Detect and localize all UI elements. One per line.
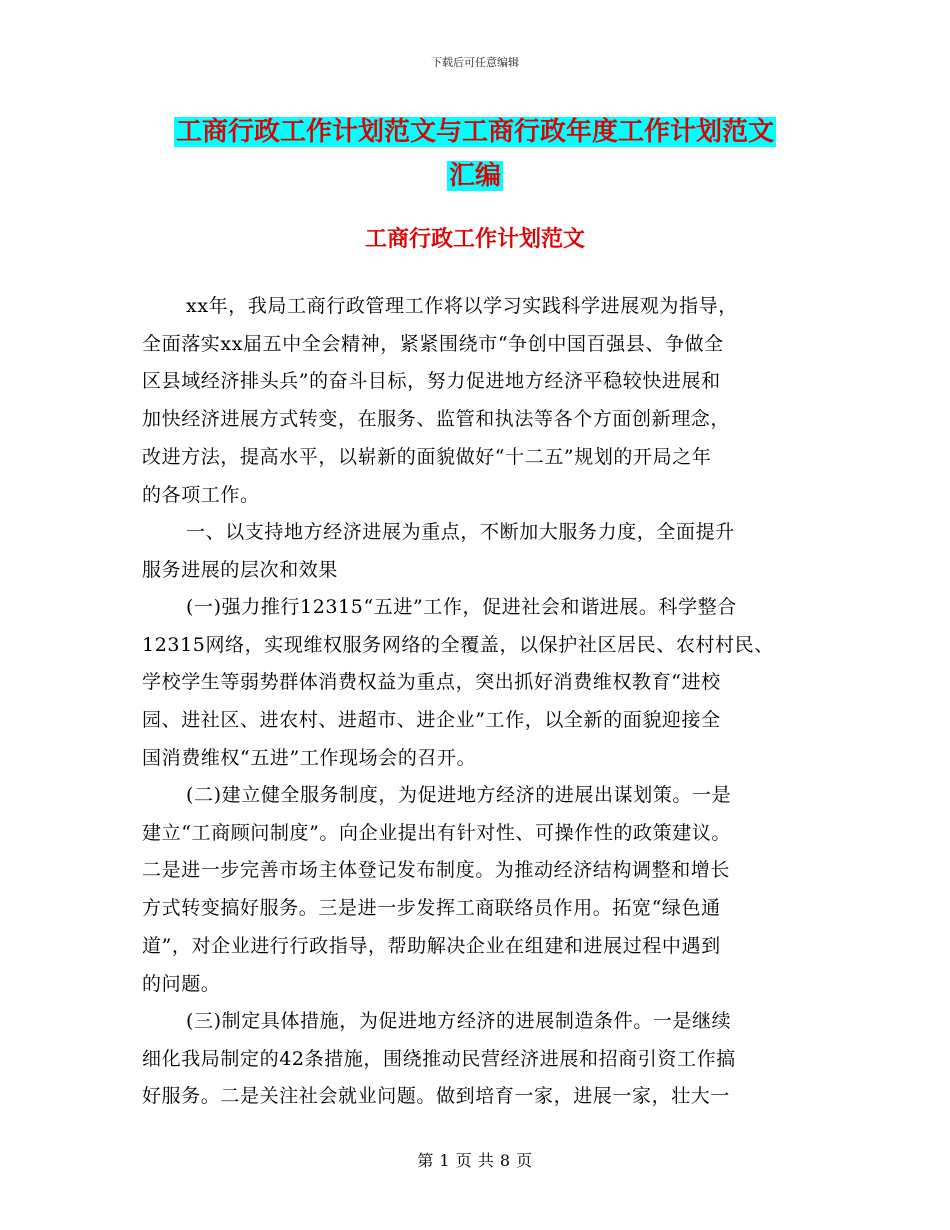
header-note: 下载后可任意编辑 (431, 56, 519, 69)
text-line: 细化我局制定的42条措施，围绕推动民营经济进展和招商引资工作搞 (142, 1047, 736, 1070)
text-line: 二是进一步完善市场主体登记发布制度。为推动经济结构调整和增长 (142, 859, 731, 882)
text-line: 12315网络，实现维权服务网络的全覆盖，以保护社区居民、农村村民、 (142, 633, 774, 656)
paragraph-item-three (142, 1003, 832, 1116)
text-line: 区县域经济排头兵”的奋斗目标，努力促进地方经济平稳较快进展和 (142, 370, 721, 393)
text-line: 国消费维权“五进”工作现场会的召开。 (142, 746, 477, 769)
paragraph-section-one (142, 514, 832, 589)
text-line: 学校学生等弱势群体消费权益为重点，突出抓好消费维权教育“进校 (142, 671, 721, 694)
text-line: 全面落实xx届五中全会精神，紧紧围绕市“争创中国百强县、争做全 (142, 332, 724, 355)
title-line-1: 工商行政工作计划范文与工商行政年度工作计划范文 (175, 117, 774, 147)
text-line: xx年，我局工商行政管理工作将以学习实践科学进展观为指导， (186, 295, 738, 317)
text-line: 道”，对企业进行行政指导，帮助解决企业在组建和进展过程中遇到 (142, 934, 721, 957)
text-line: (三)制定具体措施，为促进地方经济的进展制造条件。一是继续 (186, 1010, 732, 1032)
text-line: 建立“工商顾问制度”。向企业提出有针对性、可操作性的政策建议。 (142, 821, 732, 844)
text-line: 方式转变搞好服务。三是进一步发挥工商联络员作用。拓宽“绿色通 (142, 897, 721, 920)
text-line: 好服务。二是关注社会就业问题。做到培育一家，进展一家，壮大一 (142, 1085, 731, 1108)
page-footer: 第 1 页 共 8 页 (417, 1151, 533, 1170)
paragraph-item-one (142, 589, 832, 778)
paragraph-item-two (142, 777, 832, 1003)
document-title (0, 110, 950, 198)
text-line: 一、以支持地方经济进展为重点，不断加大服务力度，全面提升 (186, 521, 735, 543)
text-line: (一)强力推行12315“五进”工作，促进社会和谐进展。科学整合 (186, 596, 737, 618)
text-line: 的各项工作。 (142, 483, 260, 506)
text-line: 的问题。 (142, 972, 221, 995)
text-line: 加快经济进展方式转变，在服务、监管和执法等各个方面创新理念， (142, 408, 731, 431)
section-title: 工商行政工作计划范文 (364, 226, 585, 252)
text-line: 园、进社区、进农村、进超市、进企业”工作，以全新的面貌迎接全 (142, 709, 721, 732)
text-line: (二)建立健全服务制度，为促进地方经济的进展出谋划策。一是 (186, 784, 732, 806)
text-line: 服务进展的层次和效果 (142, 558, 339, 581)
text-line: 改进方法，提高水平，以崭新的面貌做好“十二五”规划的开局之年 (142, 445, 712, 468)
title-line-2: 汇编 (448, 161, 501, 191)
paragraph-intro (142, 288, 832, 514)
